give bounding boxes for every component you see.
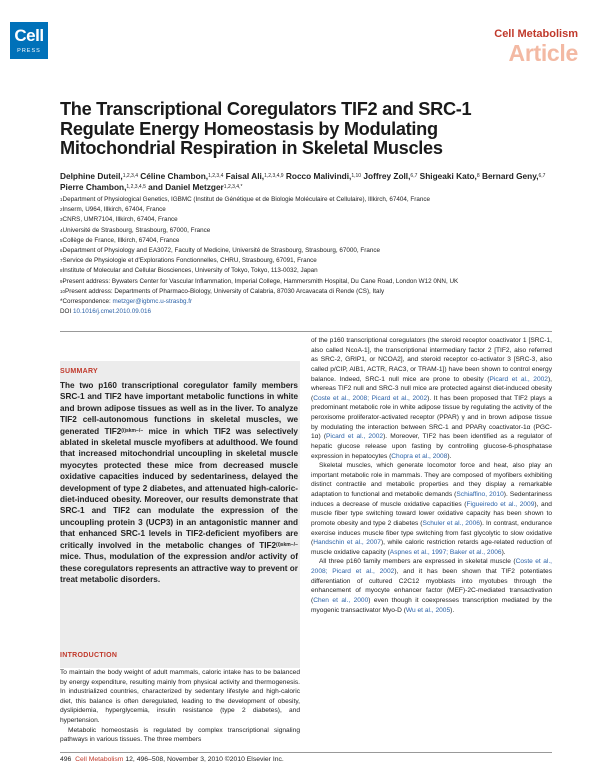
author-affiliation-marker: 6,7 [410, 173, 418, 179]
text-run: ), and muscle fiber type switching toward lower oxidative capacity has been shown to promote obesity and type 2 diabetes ( [311, 500, 552, 527]
page-number: 496 [60, 756, 72, 763]
author-name: Faisal Ali, [223, 171, 265, 181]
author-affiliation-marker: 1,10 [351, 173, 362, 179]
author-name: Shigeaki Kato, [417, 171, 477, 181]
citation-link[interactable]: Coste et al., 2008; Picard et al., 2002 [313, 394, 428, 402]
citation-link[interactable]: Chopra et al., 2008 [391, 452, 448, 460]
author-affiliation-marker: 1,2,3,4,5 [126, 184, 146, 190]
summary-box [60, 361, 300, 668]
doi-line [60, 307, 540, 317]
text-run: ). Moreover, TIF2 has been identified as a regulator of hepatic glucose release upon fasting by controlling glucose-6-phosphatase expression in hepatocytes ( [311, 433, 552, 460]
author-affiliation-marker: 1,2,3,4,9 [264, 173, 284, 179]
column-two-text [311, 336, 552, 615]
author-affiliation-marker: 1,2,3,4 [208, 173, 224, 179]
citation-link[interactable]: Coste et al., 2008; Picard et al., 2002 [311, 558, 552, 575]
text-run: ), and it has been shown that TIF2 potentiates differentiation of cultured C2C12 myoblasts into myotubes through the enhancement of myocyte enhancer factor (MEF)-2C-mediated transactivation ( [311, 568, 552, 604]
affiliation-text: Université de Strasbourg, Strasbourg, 67000, France [62, 226, 211, 234]
affiliation-item [60, 195, 540, 205]
header-divider [60, 331, 552, 332]
cell-press-logo [10, 22, 48, 59]
text-run: ), while caloric restriction retards age-related reduction of muscle oxidative capacity ( [311, 539, 552, 556]
affiliation-text: Institute of Molecular and Cellular Biosciences, University of Tokyo, Tokyo, 113-0032, Japan [62, 267, 318, 275]
author-affiliation-marker: 1,2,3,4,* [223, 184, 243, 190]
affiliation-text: CNRS, UMR7104, Illkirch, 67404, France [62, 216, 178, 224]
affiliation-number: 8 [60, 268, 63, 274]
text-run: ). In contrast, endurance exercise induces muscle fiber type switching from fast glycolytic to slow oxidative ( [311, 519, 552, 547]
citation-link[interactable]: Chen et al., 2000 [313, 596, 369, 604]
citation-link[interactable]: Schiaffino, 2010 [456, 491, 504, 498]
affiliation-number: 5 [60, 237, 63, 243]
intro-para2: Metabolic homeostasis is regulated by complex transcriptional signaling pathways in various tissues. The three members [60, 726, 300, 744]
affiliation-list [60, 195, 540, 297]
author-name: Joffrey Zoll, [361, 171, 411, 181]
col2-para3 [311, 557, 552, 615]
page-footer [60, 756, 284, 763]
text-run: ), whereas TIF2 null and SRC-3 null mice are protected against diet-induced obesity ( [311, 375, 552, 402]
affiliation-item [60, 236, 540, 246]
text-run: ). [447, 452, 452, 460]
affiliation-text: Present address: Departments of Pharmaco-Biology, University of Calabria, 87030 Arcavacata di Rende (CS), Italy [65, 287, 385, 295]
summary-heading: SUMMARY [60, 368, 99, 375]
correspondence-email[interactable]: metzger@igbmc.u-strasbg.fr [112, 298, 193, 306]
author-name: and Daniel Metzger [145, 182, 224, 192]
summary-sup2: (i)skm−/− [276, 541, 298, 548]
summary-sup1: (i)skm−/− [121, 427, 144, 434]
footer-citation: 12, 496–508, November 3, 2010 ©2010 Elsevier Inc. [123, 756, 284, 763]
intro-para1: To maintain the body weight of adult mammals, caloric intake has to be balanced by energy expenditure, resulting mainly from physical activity and thermogenesis. In industrialized countries, characterized by sedentary lifestyle and high-caloric diet, this balance is often deregulated, leading to the development of obesity, dyslipidemia, hyperglycemia, insulin resistance (type 2 diabetes), and hypertension. [60, 669, 300, 724]
author-name: Pierre Chambon, [60, 182, 127, 192]
author-name: Bernard Geny, [479, 171, 539, 181]
footer-divider [60, 752, 552, 753]
affiliation-number: 6 [60, 248, 63, 254]
journal-name: Cell Metabolism [494, 28, 578, 40]
affiliation-item [60, 266, 540, 276]
affiliation-number: 1 [60, 197, 63, 202]
citation-link[interactable]: Picard et al., 2002 [489, 375, 548, 383]
text-run: of the p160 transcriptional coregulators (the steroid receptor coactivator 1 [SRC-1, also called NcoA-1], the transcriptional intermediary factor 2 [TIF2, also referred as SRC-2, GRIP1, or NCOA2], and steroid receptor co-activator 3 [SRC-3, also called p/CIP, AIB1, ACTR, RAC3, or TRAM-1]) have been shown to control energy balance. Indeed, SRC-1 null mice are prone to obesity ( [311, 337, 552, 383]
text-run: ). [450, 606, 455, 614]
text-run: ). It has been proposed that TIF2 plays a predominant metabolic role in white adipose tissue by regulating the activity of the peroxisome proliferator-activated receptor (PPAR) γ and in brown adipose tissue by modulating the interaction between SRC-1 and PPARγ coactivator-1α (PGC-1α) ( [311, 394, 552, 441]
summary-part3: mice. Thus, modulation of the expression and/or activity of these coregulators represents an attractive way to prevent or treat metabolic disorders. [60, 552, 298, 584]
correspondence-label: *Correspondence: [60, 298, 113, 306]
citation-link[interactable]: Figueiredo et al., 2009 [466, 500, 535, 508]
affiliation-number: 10 [60, 288, 66, 294]
text-run: ). Sedentariness induces a decrease of muscle oxidative capacities ( [311, 491, 552, 508]
affiliation-number: 2 [60, 207, 63, 213]
article-type: Article [508, 40, 578, 66]
text-run: ). [501, 548, 506, 556]
affiliation-text: Service de Physiologie et d'Explorations Fonctionnelles, CHRU, Strasbourg, 67091, France [62, 257, 317, 265]
summary-part2: mice in which TIF2 was selectively ablated in skeletal muscle myofibers at adulthood. We found that increased mitochondrial uncoupling in skeletal muscle myocytes protected these mice from decreased muscle oxidative capacities induced by sedentariness, delayed the development of type 2 diabetes, and attenuated high-caloric-diet-induced obesity. Moreover, our results demonstrate that SRC-1 and TIF2 can modulate the expression of the uncoupling protein 3 (UCP3) in an antagonistic manner and that enhanced SRC-1 levels in TIF2-deficient myofibers are critically involved in the metabolic changes of TIF2 [60, 426, 298, 550]
affiliation-text: Present address: Bywaters Center for Vascular Inflammation, Imperial College, Hammersmith Hospital, Du Cane Road, London W12 0NN, UK [62, 277, 459, 285]
affiliation-item [60, 226, 540, 236]
summary-text [60, 366, 298, 585]
col2-para1 [311, 336, 552, 461]
author-name: Céline Chambon, [138, 171, 209, 181]
affiliation-item [60, 256, 540, 266]
logo-text: Cell [14, 26, 44, 45]
affiliation-item [60, 246, 540, 256]
affiliation-text: Collège de France, Illkirch, 67404, France [62, 236, 180, 244]
citation-link[interactable]: Schuler et al., 2006 [422, 519, 480, 527]
citation-link[interactable]: Wu et al., 2005 [405, 606, 451, 614]
introduction-heading: INTRODUCTION [60, 652, 118, 659]
affiliations [60, 195, 540, 317]
citation-link[interactable]: Picard et al., 2002 [326, 433, 384, 441]
author-name: Delphine Duteil, [60, 171, 123, 181]
text-run: Skeletal muscles, which generate locomotor force and heat, also play an important metabolic role in mammals. They are composed of myofibers exhibiting distinct contractile and metabolic properties and they display a remarkable adaptation to functional and metabolic demands ( [311, 462, 552, 498]
summary-part1: The two p160 transcriptional coregulator family members SRC-1 and TIF2 have important metabolic functions in white and brown adipose tissues as well as in the liver. To analyze TIF2 cell-autonomous functions in skeletal muscles, we generated TIF2 [60, 381, 298, 436]
affiliation-number: 9 [60, 278, 63, 284]
author-name: Rocco Malivindi, [283, 171, 352, 181]
affiliation-item [60, 277, 540, 287]
affiliation-number: 4 [60, 227, 63, 233]
doi-label: DOI [60, 308, 73, 316]
affiliation-text: Inserm, U964, Illkirch, 67404, France [62, 206, 166, 214]
doi-link[interactable]: 10.1016/j.cmet.2010.09.016 [72, 308, 152, 316]
affiliation-text: Department of Physiological Genetics, IGBMC (Institut de Génétique et de Biologie Moléculaire et Cellulaire), Illkirch, 67404, France [62, 196, 431, 203]
footer-journal: Cell Metabolism [75, 756, 124, 763]
text-run: All three p160 family members are expressed in skeletal muscle ( [319, 558, 516, 566]
affiliation-item [60, 205, 540, 215]
col2-para2 [311, 461, 552, 557]
author-affiliation-marker: 8 [476, 173, 480, 179]
author-affiliation-marker: 1,2,3,4 [122, 173, 138, 179]
introduction-text [60, 668, 300, 745]
logo-subtext: PRESS [17, 48, 41, 54]
author-list [60, 171, 550, 193]
affiliation-number: 7 [60, 258, 63, 264]
text-run: ) even though it coexpresses transcription mediated by the myogenic transactivator Myo-D ( [311, 596, 552, 614]
correspondence [60, 297, 540, 307]
affiliation-item [60, 215, 540, 225]
affiliation-number: 3 [60, 217, 63, 223]
citation-link[interactable]: Handschin et al., 2007 [313, 539, 381, 547]
paper-title: The Transcriptional Coregulators TIF2 and SRC-1 Regulate Energy Homeostasis by Modulating Mitochondrial Respiration in Skeletal Muscles [60, 99, 472, 158]
affiliation-text: Department of Physiology and EA3072, Faculty of Medicine, Université de Strasbourg, Strasbourg, 67000, France [62, 247, 380, 255]
citation-link[interactable]: Aspnes et al., 1997; Baker et al., 2006 [389, 548, 502, 556]
author-affiliation-marker: 6,7 [538, 173, 546, 179]
affiliation-item [60, 287, 540, 297]
